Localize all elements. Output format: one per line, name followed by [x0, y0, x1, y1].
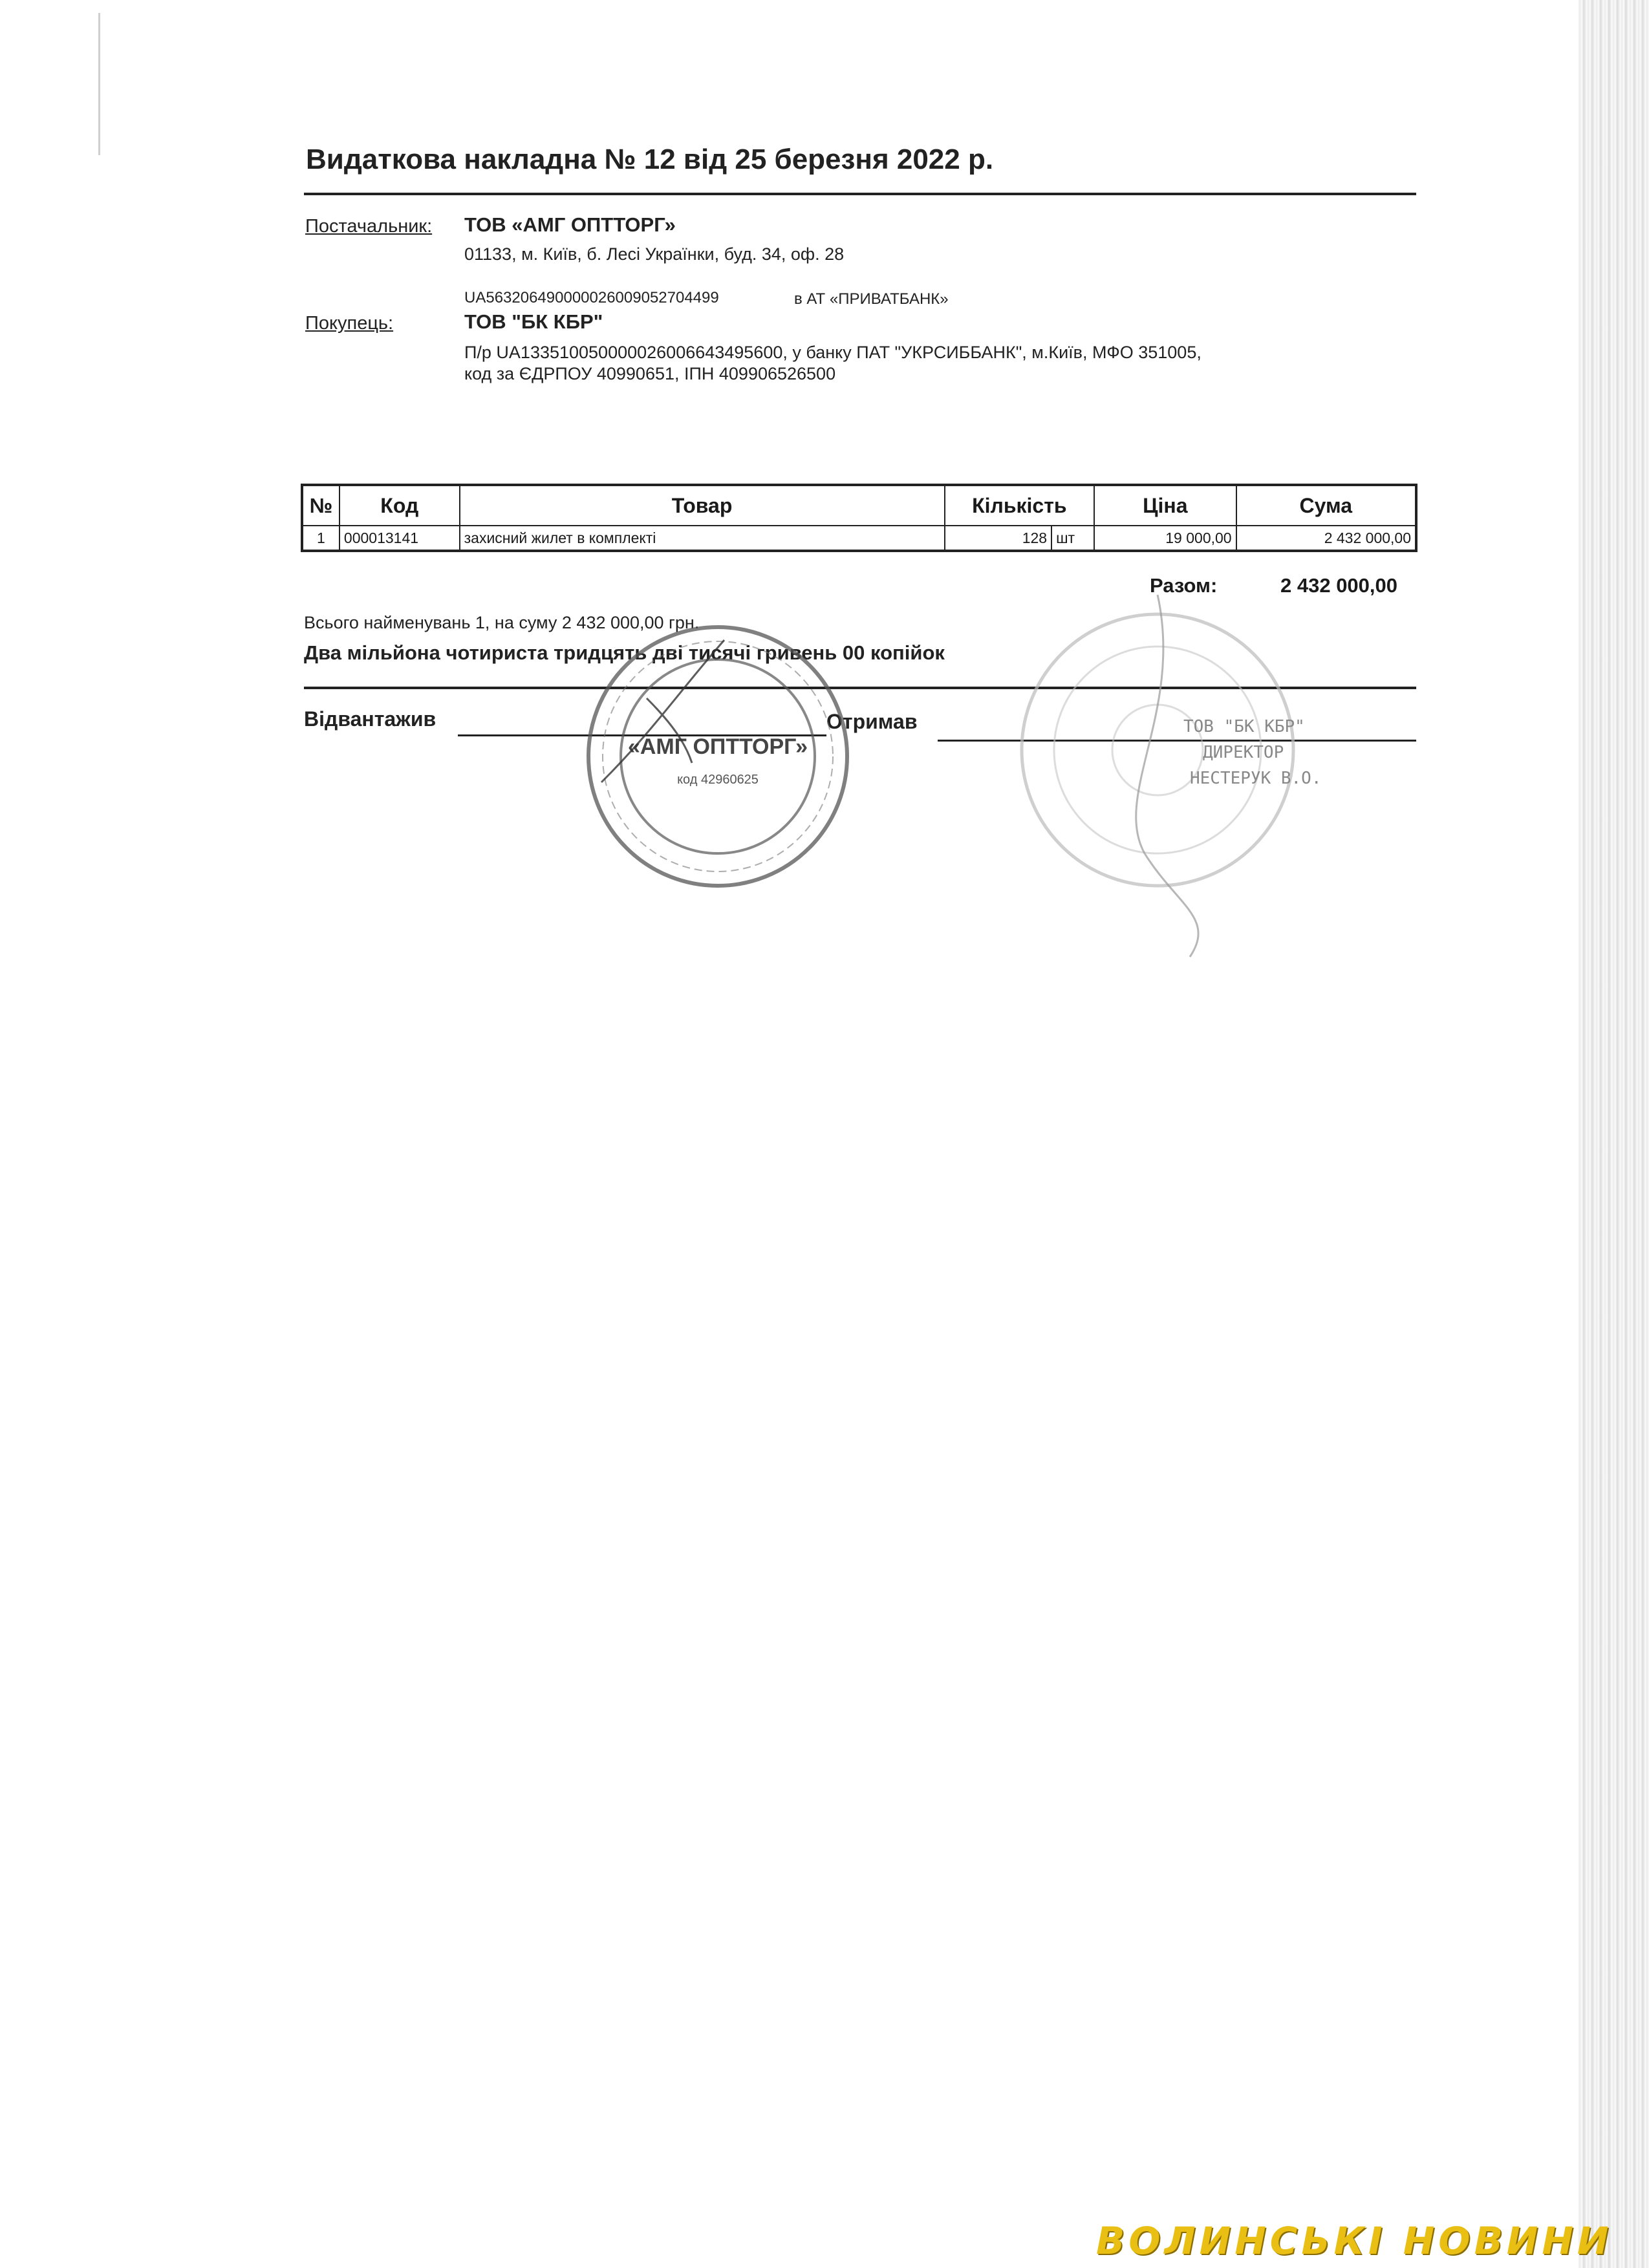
row-unit: шт	[1051, 526, 1094, 550]
row-sum: 2 432 000,00	[1236, 526, 1416, 551]
supplier-name: ТОВ «АМГ ОПТТОРГ»	[464, 213, 676, 236]
items-table	[301, 484, 1417, 552]
supplier-stamp-code: код 42960625	[677, 773, 759, 787]
header-sum: Сума	[1236, 485, 1416, 526]
received-label: Отримав	[826, 710, 918, 733]
buyer-stamp-line-2: ДИРЕКТОР	[1203, 743, 1284, 762]
buyer-details-line-1: П/р UA133510050000026006643495600, у банку ПАТ "УКРСИББАНК", м.Київ, МФО 351005,	[464, 343, 1202, 362]
row-number: 1	[302, 526, 339, 551]
shipped-label: Відвантажив	[304, 707, 436, 731]
header-price: Ціна	[1094, 485, 1236, 526]
watermark-logo: ВОЛИНСЬКІ НОВИНИ	[1096, 2219, 1613, 2263]
header-code: Код	[339, 485, 460, 526]
header-number: №	[302, 485, 339, 526]
buyer-stamp-line-1: ТОВ "БК КБР"	[1183, 717, 1305, 736]
supplier-stamp	[576, 614, 860, 899]
scan-artifact	[98, 13, 100, 155]
buyer-label: Покупець:	[305, 313, 394, 334]
supplier-label: Постачальник:	[305, 216, 433, 237]
title-divider	[304, 193, 1416, 195]
buyer-signature-mark	[1136, 595, 1198, 957]
buyer-name: ТОВ "БК КБР"	[464, 310, 603, 333]
row-quantity: 128	[1022, 529, 1048, 546]
row-price: 19 000,00	[1094, 526, 1236, 551]
buyer-stamp	[996, 582, 1358, 970]
total-label: Разом:	[1150, 574, 1218, 597]
items-count-line: Всього найменувань 1, на суму 2 432 000,00 грн.	[304, 613, 700, 632]
row-item: захисний жилет в комплекті	[460, 526, 945, 551]
total-value: 2 432 000,00	[1280, 574, 1398, 597]
header-quantity: Кількість	[945, 485, 1095, 526]
supplier-address: 01133, м. Київ, б. Лесі Українки, буд. 34, оф. 28	[464, 244, 845, 264]
buyer-details-line-2: код за ЄДРПОУ 40990651, ІПН 409906526500	[464, 364, 836, 383]
scanned-page-edge	[1578, 0, 1649, 2268]
row-code: 000013141	[339, 526, 460, 551]
amount-in-words: Два мільйона чотириста тридцять дві тисячі гривень 00 копійок	[304, 641, 945, 664]
table-row	[302, 526, 1416, 551]
table-header-row	[302, 485, 1416, 526]
row-quantity-cell	[945, 526, 1095, 551]
supplier-stamp-name: «АМГ ОПТТОРГ»	[627, 734, 808, 759]
document-title: Видаткова накладна № 12 від 25 березня 2022 р.	[306, 144, 994, 175]
buyer-stamp-line-3: НЕСТЕРУК В.О.	[1190, 769, 1322, 788]
header-item: Товар	[460, 485, 945, 526]
supplier-account: UA563206490000026009052704499	[464, 289, 719, 306]
supplier-bank: в АТ «ПРИВАТБАНК»	[794, 290, 949, 308]
